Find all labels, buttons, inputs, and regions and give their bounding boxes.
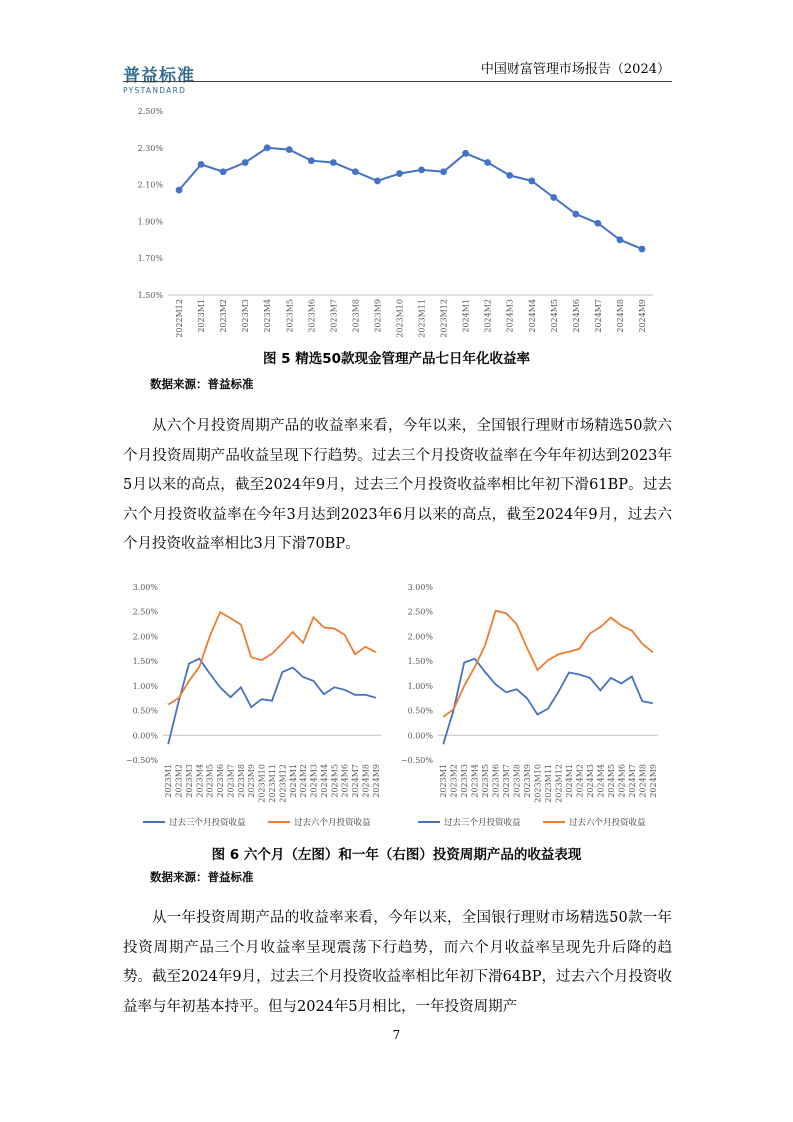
fig5-y-tick-label: 2.10% <box>137 180 163 190</box>
fig5-x-tick-label: 2023M11 <box>417 299 427 338</box>
fig5-x-tick-label: 2024M8 <box>615 299 625 333</box>
fig5-x-tick-label: 2024M7 <box>593 299 603 333</box>
fig5-data-point <box>264 144 271 151</box>
fig6-right-x-tick-label: 2023M11 <box>544 764 553 803</box>
figure6-left-chart <box>123 575 396 835</box>
fig6-right-x-tick-label: 2023M4 <box>470 764 480 798</box>
fig5-y-tick-label: 1.50% <box>137 291 163 300</box>
fig6-left-x-tick-label: 2023M7 <box>226 764 236 798</box>
fig5-y-tick-label: 1.70% <box>137 254 163 264</box>
fig5-data-point <box>176 187 183 194</box>
fig5-x-tick-label: 2023M2 <box>219 299 229 333</box>
fig6-left-y-tick-label: 2.00% <box>132 632 158 642</box>
fig6-right-x-tick-label: 2024M4 <box>596 764 606 798</box>
fig5-y-tick-label: 1.90% <box>137 217 163 227</box>
fig5-data-point <box>396 170 403 177</box>
fig5-x-tick-label: 2024M1 <box>461 299 471 333</box>
fig6-right-y-tick-label: 1.00% <box>407 681 433 691</box>
fig6-left-x-tick-label: 2024M7 <box>351 764 361 798</box>
fig6-left-x-tick-label: 2024M1 <box>288 764 298 798</box>
fig6-left-x-tick-label: 2023M10 <box>257 764 267 803</box>
fig5-data-point <box>639 246 646 253</box>
fig6-left-series-line-1 <box>168 659 376 745</box>
fig6-left-x-tick-label: 2023M5 <box>205 764 215 798</box>
fig5-data-point <box>242 159 249 166</box>
fig5-x-tick-label: 2023M6 <box>307 299 317 333</box>
fig6-left-y-tick-label: 1.00% <box>132 681 158 691</box>
fig5-x-tick-label: 2024M2 <box>483 299 493 333</box>
fig5-data-point <box>286 146 293 153</box>
fig6-left-x-tick-label: 2023M11 <box>268 764 277 803</box>
fig6-left-y-tick-label: 0.00% <box>132 731 158 741</box>
fig5-data-point <box>528 178 535 185</box>
fig5-x-tick-label: 2024M3 <box>505 299 515 333</box>
fig6-left-x-tick-label: 2024M2 <box>299 764 309 798</box>
fig5-data-point <box>594 220 601 227</box>
fig5-x-tick-label: 2023M5 <box>285 299 295 333</box>
fig5-x-tick-label: 2023M10 <box>395 299 405 338</box>
fig5-x-tick-label: 2023M8 <box>351 299 361 333</box>
fig6-left-x-tick-label: 2024M8 <box>361 764 371 798</box>
fig6-right-series-line-2 <box>443 611 653 717</box>
fig6-left-y-tick-label: 0.50% <box>132 706 158 716</box>
fig6-right-series-line-1 <box>443 659 653 745</box>
fig6-left-x-tick-label: 2023M4 <box>195 764 205 798</box>
fig6-left-x-tick-label: 2023M2 <box>174 764 184 798</box>
fig6-right-x-tick-label: 2024M1 <box>564 764 574 798</box>
fig6-left-x-tick-label: 2024M5 <box>330 764 340 798</box>
paragraph-one-year: 从一年投资周期产品的收益率来看，今年以来，全国银行理财市场精选50款一年投资周期产品三个月收益率呈现震荡下行趋势，而六个月收益率呈现先升后降的趋势。截至2024年9月，过去三个月投资收益率相比年初下滑64BP，过去六个月投资收益率与年初基本持平。但与2024年5月相比，一年投资周期产 <box>123 910 672 1015</box>
fig6-left-legend-label-1: 过去三个月投资收益 <box>169 818 246 828</box>
fig5-data-point <box>572 211 579 218</box>
fig5-x-tick-label: 2023M4 <box>263 299 273 333</box>
fig5-x-tick-label: 2024M4 <box>527 299 537 333</box>
fig6-left-y-tick-label: 1.50% <box>132 657 158 667</box>
fig6-left-x-tick-label: 2023M12 <box>278 764 288 803</box>
fig6-right-y-tick-label: 0.50% <box>407 706 433 716</box>
fig5-x-tick-label: 2024M5 <box>549 299 559 333</box>
fig5-x-tick-label: 2023M12 <box>439 299 449 338</box>
fig5-x-tick-label: 2023M3 <box>241 299 251 333</box>
fig6-right-legend-label-1: 过去三个月投资收益 <box>444 818 521 828</box>
fig6-left-x-tick-label: 2023M8 <box>236 764 246 798</box>
fig6-right-x-tick-label: 2024M5 <box>606 764 616 798</box>
fig6-left-x-tick-label: 2024M3 <box>309 764 319 798</box>
fig6-left-y-tick-label: 3.00% <box>132 583 158 592</box>
fig6-left-legend-label-2: 过去六个月投资收益 <box>294 818 371 828</box>
fig5-x-tick-label: 2023M1 <box>197 299 207 333</box>
fig6-right-y-tick-label: 0.00% <box>407 731 433 741</box>
fig5-data-point <box>220 168 227 175</box>
fig6-right-x-tick-label: 2023M6 <box>491 764 501 798</box>
fig5-data-point <box>418 166 425 173</box>
fig6-left-x-tick-label: 2024M4 <box>319 764 329 798</box>
fig6-right-y-tick-label: −0.50% <box>400 756 433 765</box>
figure5-source: 数据来源：普益标准 <box>150 377 254 391</box>
fig6-right-x-tick-label: 2023M5 <box>481 764 491 798</box>
fig5-x-tick-label: 2024M6 <box>571 299 581 333</box>
logo-english: PYSTANDARD <box>123 86 187 95</box>
paragraph-six-month: 从六个月投资周期产品的收益率来看，今年以来，全国银行理财市场精选50款六个月投资周期产品收益呈现下行趋势。过去三个月投资收益率在今年年初达到2023年5月以来的高点，截至2024年9月，过去三个月投资收益率相比年初下滑61BP。过去六个月投资收益率在今年3月达到2023年6月以来的高点，截至2024年9月，过去六个月投资收益率相比3月下滑70BP。 <box>123 418 672 552</box>
fig5-y-tick-label: 2.30% <box>137 143 163 153</box>
fig5-data-point <box>440 168 447 175</box>
fig6-right-x-tick-label: 2024M6 <box>617 764 627 798</box>
fig5-data-point <box>550 194 557 201</box>
figure5-line-chart <box>123 100 673 340</box>
fig5-y-tick-label: 2.50% <box>137 107 163 116</box>
fig6-right-x-tick-label: 2023M12 <box>554 764 564 803</box>
fig6-right-x-tick-label: 2023M10 <box>533 764 543 803</box>
fig6-right-x-tick-label: 2023M1 <box>439 764 449 798</box>
fig6-right-x-tick-label: 2023M8 <box>512 764 522 798</box>
fig6-left-y-tick-label: −0.50% <box>125 756 158 765</box>
fig6-right-y-tick-label: 2.50% <box>407 607 433 617</box>
header-rule <box>123 81 672 82</box>
fig5-data-point <box>352 168 359 175</box>
page-number: 7 <box>392 1028 401 1042</box>
fig5-x-tick-label: 2024M9 <box>637 299 647 333</box>
fig6-right-x-tick-label: 2024M9 <box>648 764 658 798</box>
fig6-right-legend-label-2: 过去六个月投资收益 <box>569 818 646 828</box>
fig6-right-x-tick-label: 2023M7 <box>502 764 512 798</box>
fig6-left-x-tick-label: 2023M1 <box>164 764 174 798</box>
fig6-right-x-tick-label: 2023M3 <box>460 764 470 798</box>
fig6-right-y-tick-label: 2.00% <box>407 632 433 642</box>
logo-chinese: 普益标准 <box>123 66 195 86</box>
report-header-title: 中国财富管理市场报告（2024） <box>480 62 670 77</box>
fig6-left-x-tick-label: 2023M3 <box>184 764 194 798</box>
fig5-data-point <box>484 159 491 166</box>
fig5-x-tick-label: 2023M7 <box>329 299 339 333</box>
figure6-right-chart <box>400 575 673 835</box>
fig6-left-x-tick-label: 2024M6 <box>340 764 350 798</box>
fig6-right-y-tick-label: 1.50% <box>407 657 433 667</box>
fig5-data-point <box>506 172 513 179</box>
fig6-left-x-tick-label: 2023M6 <box>216 764 226 798</box>
fig6-left-x-tick-label: 2024M9 <box>371 764 381 798</box>
fig6-right-y-tick-label: 3.00% <box>407 583 433 592</box>
figure5-caption: 图 5 精选50款现金管理产品七日年化收益率 <box>262 351 531 367</box>
fig6-right-x-tick-label: 2023M9 <box>523 764 533 798</box>
figure6-caption: 图 6 六个月（左图）和一年（右图）投资周期产品的收益表现 <box>211 847 582 863</box>
fig5-data-point <box>198 161 205 168</box>
fig6-right-x-tick-label: 2024M8 <box>638 764 648 798</box>
fig6-right-x-tick-label: 2023M2 <box>449 764 459 798</box>
figure6-source: 数据来源：普益标准 <box>150 870 254 884</box>
fig6-left-y-tick-label: 2.50% <box>132 607 158 617</box>
fig6-right-x-tick-label: 2024M7 <box>627 764 637 798</box>
fig5-data-point <box>308 157 315 164</box>
fig5-x-tick-label: 2023M9 <box>373 299 383 333</box>
fig6-right-x-tick-label: 2024M2 <box>575 764 585 798</box>
fig5-data-point <box>462 150 469 157</box>
fig6-left-x-tick-label: 2023M9 <box>247 764 257 798</box>
fig6-right-x-tick-label: 2024M3 <box>585 764 595 798</box>
fig5-data-point <box>617 236 624 243</box>
fig5-data-point <box>330 159 337 166</box>
fig5-x-tick-label: 2022M12 <box>175 299 185 338</box>
fig5-data-point <box>374 178 381 185</box>
